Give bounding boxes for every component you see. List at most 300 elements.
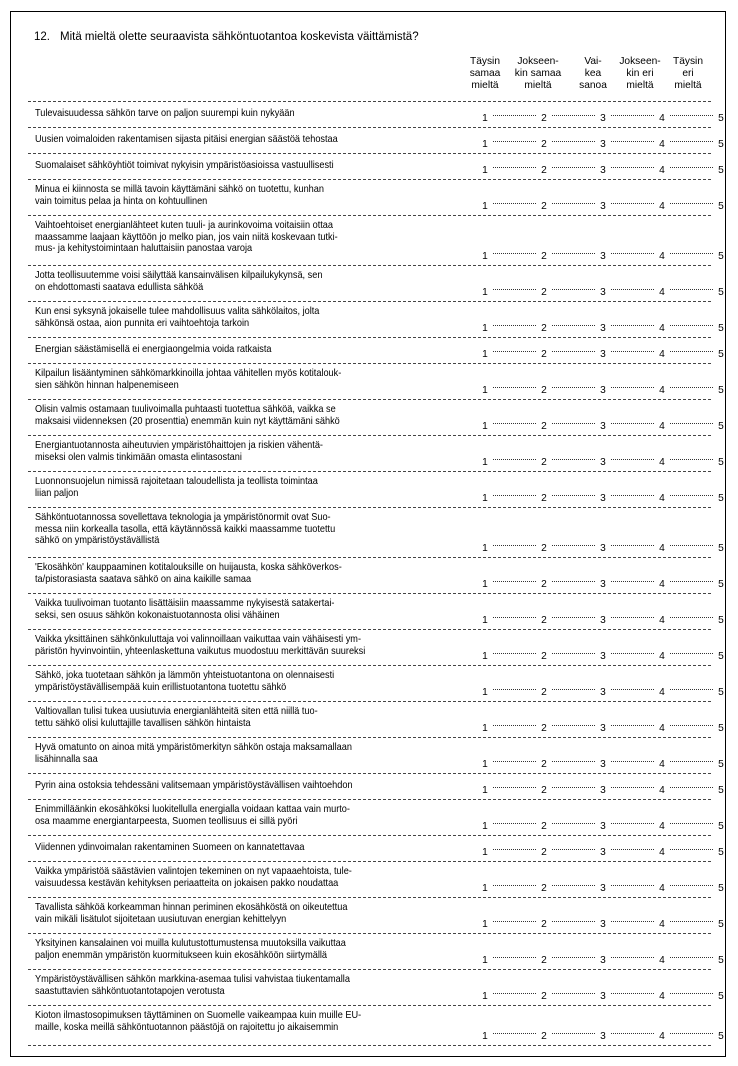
dotted-leader [611,1033,654,1034]
rating-option-4[interactable]: 4 [659,349,665,360]
dotted-leader [611,203,654,204]
rating-option-5[interactable]: 5 [718,323,724,334]
rating-option-1[interactable]: 1 [482,201,488,212]
statement-row [28,934,724,970]
dotted-leader [611,141,654,142]
dotted-leader [611,581,654,582]
dotted-leader [670,885,713,886]
dotted-leader [493,459,536,460]
rating-option-5[interactable]: 5 [718,651,724,662]
rating-scale [481,543,725,554]
rating-option-4[interactable]: 4 [659,113,665,124]
rating-option-4[interactable]: 4 [659,385,665,396]
statement-text: Kioton ilmastosopimuksen täyttäminen on Suomelle vaikeampaa kuin muille EU- maille, koska meillä sähköntuotannon päästöjä on rajoitettu jo aikaisemmin [35,1010,362,1033]
dotted-leader [611,787,654,788]
statement-row [28,558,724,594]
rating-scale [481,651,725,662]
dotted-leader [493,993,536,994]
rating-option-1[interactable]: 1 [482,457,488,468]
rating-option-2[interactable]: 2 [541,113,547,124]
rating-option-3[interactable]: 3 [600,615,606,626]
dotted-leader [552,387,595,388]
rating-option-5[interactable]: 5 [718,955,724,966]
statement-text: Suomalaiset sähköyhtiöt toimivat nykyisin ympäristöasioissa vastuullisesti [35,160,334,171]
rating-option-5[interactable]: 5 [718,1031,724,1042]
rating-option-5[interactable]: 5 [718,543,724,554]
rating-option-2[interactable]: 2 [541,615,547,626]
rating-option-5[interactable]: 5 [718,821,724,832]
rating-option-4[interactable]: 4 [659,785,665,796]
dotted-leader [552,653,595,654]
dotted-leader [611,253,654,254]
dotted-leader [670,351,713,352]
dotted-leader [552,203,595,204]
dotted-leader [670,423,713,424]
rating-option-3[interactable]: 3 [600,165,606,176]
statement-text: Yksityinen kansalainen voi muilla kulutustottumustensa muutoksilla vaikuttaa paljon enemmän ympäristön kuormitukseen kuin ekosähköön siirtymällä [35,938,346,961]
dotted-leader [611,423,654,424]
statement-text: Viidennen ydinvoimalan rakentaminen Suomeen on kannatettavaa [35,842,305,853]
rating-scale [481,139,725,150]
dotted-leader [611,993,654,994]
dotted-leader [611,115,654,116]
rating-option-2[interactable]: 2 [541,421,547,432]
rating-option-5[interactable]: 5 [718,457,724,468]
rating-option-1[interactable]: 1 [482,1031,488,1042]
rating-option-5[interactable]: 5 [718,759,724,770]
dotted-leader [493,325,536,326]
rating-option-2[interactable]: 2 [541,139,547,150]
dotted-leader [670,689,713,690]
dotted-leader [552,921,595,922]
dotted-leader [611,289,654,290]
rating-option-1[interactable]: 1 [482,955,488,966]
header-vaikea-sanoa: Vai- kea sanoa [579,56,607,91]
rating-option-4[interactable]: 4 [659,421,665,432]
rating-option-3[interactable]: 3 [600,883,606,894]
statement-row [28,594,724,630]
dotted-leader [611,167,654,168]
dotted-leader [670,253,713,254]
dotted-leader [493,787,536,788]
dotted-leader [493,495,536,496]
rating-scale [481,991,725,1002]
dotted-leader [670,957,713,958]
dotted-leader [611,617,654,618]
dotted-leader [670,653,713,654]
rating-option-1[interactable]: 1 [482,651,488,662]
rating-option-3[interactable]: 3 [600,251,606,262]
rating-option-4[interactable]: 4 [659,955,665,966]
statement-text: Ympäristöystävällisen sähkön markkina-asemaa tulisi vahvistaa tiukentamalla saastuttavien sähköntuotantotapojen verotusta [35,974,350,997]
dotted-leader [670,921,713,922]
rating-scale [481,847,725,858]
rating-option-4[interactable]: 4 [659,919,665,930]
header-taysin-samaa: Täysin samaa mieltä [469,56,501,91]
rating-scale [481,385,725,396]
statement-text: Kun ensi syksynä jokaiselle tulee mahdollisuus valita sähkölaitos, jolta sähkönsä ostaa, aion punnita eri vaihtoehtoja tarkoin [35,306,320,329]
dotted-leader [552,885,595,886]
rating-option-3[interactable]: 3 [600,785,606,796]
dotted-leader [552,325,595,326]
dotted-leader [611,823,654,824]
rating-option-5[interactable]: 5 [718,139,724,150]
rating-option-5[interactable]: 5 [718,385,724,396]
statement-text: Kilpailun lisääntyminen sähkömarkkinoilla johtaa vähitellen myös kotitalouk- sien sähkön hinnan halpenemiseen [35,368,342,391]
rating-option-2[interactable]: 2 [541,543,547,554]
rating-option-1[interactable]: 1 [482,165,488,176]
rating-option-4[interactable]: 4 [659,723,665,734]
rating-option-3[interactable]: 3 [600,687,606,698]
rating-option-2[interactable]: 2 [541,165,547,176]
statement-row [28,508,724,558]
rating-option-5[interactable]: 5 [718,847,724,858]
statement-text: Vaikka yksittäinen sähkönkuluttaja voi valinnoillaan vaikuttaa vain vähäisesti ym- päristön hyvinvointiin, yhteenlaskettuna vaikutus muodostuu merkittävän suureksi [35,634,366,657]
statement-text: Minua ei kiinnosta se millä tavoin käyttämäni sähkö on tuotettu, kunhan vain toimitus pelaa ja hinta on kohtuullinen [35,184,324,207]
rating-option-1[interactable]: 1 [482,139,488,150]
rating-option-4[interactable]: 4 [659,493,665,504]
rating-scale [481,723,725,734]
rating-option-1[interactable]: 1 [482,687,488,698]
dotted-leader [493,167,536,168]
statement-row [28,266,724,302]
rating-scale [481,421,725,432]
rating-option-4[interactable]: 4 [659,139,665,150]
rating-option-5[interactable]: 5 [718,579,724,590]
dotted-leader [493,689,536,690]
dotted-leader [493,1033,536,1034]
rating-scale [481,919,725,930]
statement-row [28,436,724,472]
rating-option-3[interactable]: 3 [600,457,606,468]
rating-scale [481,955,725,966]
dotted-leader [670,495,713,496]
statement-row [28,800,724,836]
dotted-leader [611,957,654,958]
rating-option-5[interactable]: 5 [718,165,724,176]
rating-option-4[interactable]: 4 [659,1031,665,1042]
rating-option-1[interactable]: 1 [482,251,488,262]
rating-option-5[interactable]: 5 [718,201,724,212]
statement-text: Energiantuotannosta aiheutuvien ympäristöhaittojen ja riskien vähentä- miseksi olen valmis tinkimään omasta elintasostani [35,440,323,463]
rating-option-3[interactable]: 3 [600,349,606,360]
rating-scale [481,615,725,626]
dotted-leader [552,689,595,690]
dotted-leader [611,495,654,496]
dotted-leader [552,581,595,582]
dotted-leader [493,253,536,254]
rating-option-1[interactable]: 1 [482,919,488,930]
rating-option-1[interactable]: 1 [482,991,488,1002]
rating-option-4[interactable]: 4 [659,251,665,262]
rating-option-3[interactable]: 3 [600,821,606,832]
rating-option-4[interactable]: 4 [659,457,665,468]
rating-option-2[interactable]: 2 [541,883,547,894]
rating-scale [481,349,725,360]
dotted-leader [552,617,595,618]
dotted-leader [611,725,654,726]
dotted-leader [611,545,654,546]
rating-option-1[interactable]: 1 [482,543,488,554]
rating-option-4[interactable]: 4 [659,543,665,554]
rating-option-2[interactable]: 2 [541,287,547,298]
rating-option-1[interactable]: 1 [482,287,488,298]
rating-scale [481,821,725,832]
rating-option-5[interactable]: 5 [718,785,724,796]
statement-text: Luonnonsuojelun nimissä rajoitetaan taloudellista ja teollista toimintaa liian paljon [35,476,318,499]
rating-option-4[interactable]: 4 [659,201,665,212]
rating-option-1[interactable]: 1 [482,349,488,360]
rating-option-5[interactable]: 5 [718,493,724,504]
dotted-leader [670,545,713,546]
dotted-leader [493,545,536,546]
rating-option-5[interactable]: 5 [718,991,724,1002]
dotted-leader [552,993,595,994]
dotted-leader [493,725,536,726]
rating-option-2[interactable]: 2 [541,1031,547,1042]
dotted-leader [611,849,654,850]
rating-option-3[interactable]: 3 [600,421,606,432]
rating-option-3[interactable]: 3 [600,543,606,554]
dotted-leader [493,921,536,922]
statement-table [28,101,724,1046]
dotted-leader [611,653,654,654]
dotted-leader [493,823,536,824]
statement-row [28,836,724,862]
statement-text: Pyrin aina ostoksia tehdessäni valitsemaan ympäristöystävällisen vaihtoehdon [35,780,353,791]
header-taysin-eri: Täysin eri mieltä [672,56,703,91]
statement-text: Vaikka ympäristöä säästävien valintojen tekeminen on nyt vapaaehtoista, tule- vaisuudessa kestävän kehityksen periaatteita on jokaisen pakko noudattaa [35,866,352,889]
rating-option-4[interactable]: 4 [659,821,665,832]
rating-option-1[interactable]: 1 [482,113,488,124]
rating-option-2[interactable]: 2 [541,323,547,334]
rating-option-4[interactable]: 4 [659,165,665,176]
header-jokseenkin-samaa: Jokseen- kin samaa mieltä [514,56,562,91]
dotted-leader [611,689,654,690]
dotted-leader [670,167,713,168]
dotted-leader [611,761,654,762]
statement-text: Sähkö, joka tuotetaan sähkön ja lämmön yhteistuotantona on olennaisesti ympäristöystävällisempää kuin erillistuotantona tuotettu sähkö [35,670,335,693]
statement-row [28,702,724,738]
rating-option-5[interactable]: 5 [718,251,724,262]
rating-option-4[interactable]: 4 [659,651,665,662]
statement-row [28,970,724,1006]
rating-option-4[interactable]: 4 [659,687,665,698]
dotted-leader [611,459,654,460]
rating-scale [481,785,725,796]
rating-option-1[interactable]: 1 [482,821,488,832]
dotted-leader [552,957,595,958]
rating-option-2[interactable]: 2 [541,821,547,832]
rating-option-4[interactable]: 4 [659,991,665,1002]
rating-option-1[interactable]: 1 [482,323,488,334]
rating-option-4[interactable]: 4 [659,883,665,894]
rating-option-4[interactable]: 4 [659,759,665,770]
statement-text: Vaihtoehtoiset energianlähteet kuten tuuli- ja aurinkovoima voitaisiin ottaa maassamme laajaan käyttöön jo melko pian, jos vain niitä koskevaan tutki- mus- ja kehitystoimintaan haluttaisiin panostaa varoja [35,220,338,254]
dotted-leader [493,141,536,142]
rating-option-2[interactable]: 2 [541,991,547,1002]
rating-option-4[interactable]: 4 [659,579,665,590]
dotted-leader [670,761,713,762]
dotted-leader [493,849,536,850]
rating-option-1[interactable]: 1 [482,385,488,396]
dotted-leader [670,787,713,788]
dotted-leader [493,351,536,352]
rating-option-1[interactable]: 1 [482,615,488,626]
rating-option-2[interactable]: 2 [541,651,547,662]
rating-option-2[interactable]: 2 [541,687,547,698]
rating-option-5[interactable]: 5 [718,615,724,626]
rating-option-2[interactable]: 2 [541,201,547,212]
rating-scale [481,1031,725,1042]
rating-option-1[interactable]: 1 [482,847,488,858]
rating-option-5[interactable]: 5 [718,349,724,360]
statement-row [28,102,724,128]
statement-text: Hyvä omatunto on ainoa mitä ympäristömerkityn sähkön ostaja maksamallaan lisähinnalla saa [35,742,352,765]
rating-option-1[interactable]: 1 [482,723,488,734]
dotted-leader [493,957,536,958]
statement-row [28,862,724,898]
rating-scale [481,493,725,504]
dotted-leader [552,787,595,788]
rating-option-5[interactable]: 5 [718,723,724,734]
rating-option-3[interactable]: 3 [600,759,606,770]
dotted-leader [670,617,713,618]
rating-option-3[interactable]: 3 [600,955,606,966]
statement-row [28,400,724,436]
statement-text: Vaikka tuulivoiman tuotanto lisättäisiin maassamme nykyisestä satakertai- seksi, sen osuus sähkön kokonaistuotannosta olisi vähäinen [35,598,335,621]
rating-option-5[interactable]: 5 [718,287,724,298]
rating-option-1[interactable]: 1 [482,883,488,894]
statement-text: Sähköntuotannossa sovellettava teknologia ja ympäristönormit ovat Suo- messa niin korkealla tasolla, että käytännössä kaikki maassamme tuotettu sähkö on ympäristöystävällistä [35,512,336,546]
statement-row [28,472,724,508]
rating-option-3[interactable]: 3 [600,579,606,590]
rating-option-3[interactable]: 3 [600,113,606,124]
dotted-leader [670,387,713,388]
dotted-leader [670,115,713,116]
rating-option-4[interactable]: 4 [659,287,665,298]
dotted-leader [611,351,654,352]
rating-option-1[interactable]: 1 [482,785,488,796]
dotted-leader [552,141,595,142]
rating-scale [481,287,725,298]
rating-option-2[interactable]: 2 [541,385,547,396]
rating-option-3[interactable]: 3 [600,139,606,150]
dotted-leader [670,289,713,290]
statement-text: Enimmilläänkin ekosähköksi luokitellulla energialla voidaan kattaa vain murto- osa maamme energiantarpeesta, Suomen teollisuus ei sillä pyöri [35,804,350,827]
dotted-leader [493,581,536,582]
statement-row [28,666,724,702]
question-text: Mitä mieltä olette seuraavista sähköntuotantoa koskevista väittämistä? [60,31,419,43]
rating-option-3[interactable]: 3 [600,651,606,662]
rating-option-3[interactable]: 3 [600,201,606,212]
rating-option-3[interactable]: 3 [600,723,606,734]
rating-option-2[interactable]: 2 [541,723,547,734]
header-jokseenkin-eri: Jokseen- kin eri mieltä [619,56,661,91]
rating-option-2[interactable]: 2 [541,493,547,504]
rating-option-5[interactable]: 5 [718,421,724,432]
dotted-leader [611,921,654,922]
rating-scale [481,165,725,176]
dotted-leader [670,849,713,850]
rating-option-1[interactable]: 1 [482,579,488,590]
statement-row [28,630,724,666]
statement-text: Energian säästämisellä ei energiaongelmia voida ratkaista [35,344,272,355]
rating-option-3[interactable]: 3 [600,493,606,504]
rating-option-2[interactable]: 2 [541,251,547,262]
rating-option-1[interactable]: 1 [482,421,488,432]
dotted-leader [670,1033,713,1034]
rating-option-5[interactable]: 5 [718,113,724,124]
dotted-leader [670,993,713,994]
rating-option-3[interactable]: 3 [600,287,606,298]
rating-option-2[interactable]: 2 [541,579,547,590]
dotted-leader [552,351,595,352]
dotted-leader [552,1033,595,1034]
dotted-leader [493,203,536,204]
dotted-leader [611,885,654,886]
rating-option-1[interactable]: 1 [482,759,488,770]
rating-option-1[interactable]: 1 [482,493,488,504]
question-number: 12. [34,31,50,43]
rating-option-4[interactable]: 4 [659,323,665,334]
statement-row [28,128,724,154]
rating-option-5[interactable]: 5 [718,883,724,894]
statement-row [28,1006,724,1046]
rating-option-2[interactable]: 2 [541,759,547,770]
dotted-leader [670,823,713,824]
rating-option-3[interactable]: 3 [600,385,606,396]
rating-option-2[interactable]: 2 [541,457,547,468]
statement-row [28,154,724,180]
dotted-leader [611,387,654,388]
rating-option-2[interactable]: 2 [541,919,547,930]
rating-scale [481,883,725,894]
statement-text: Valtiovallan tulisi tukea uusiutuvia energianlähteitä siten että niillä tuo- tettu sähkö olisi kuluttajille tavallisen sähkön hintaista [35,706,318,729]
dotted-leader [552,495,595,496]
statement-row [28,364,724,400]
dotted-leader [670,725,713,726]
rating-option-3[interactable]: 3 [600,323,606,334]
rating-option-2[interactable]: 2 [541,349,547,360]
rating-option-4[interactable]: 4 [659,615,665,626]
dotted-leader [552,289,595,290]
rating-scale [481,579,725,590]
statement-text: Olisin valmis ostamaan tuulivoimalla puhtaasti tuotettua sähköä, vaikka se maksaisi viidenneksen (20 prosenttia) enemmän kuin nyt käyttämäni sähkö [35,404,340,427]
statement-row [28,338,724,364]
rating-option-3[interactable]: 3 [600,847,606,858]
rating-option-3[interactable]: 3 [600,919,606,930]
rating-option-2[interactable]: 2 [541,847,547,858]
dotted-leader [552,725,595,726]
dotted-leader [670,203,713,204]
statement-text: Tavallista sähköä korkeamman hinnan periminen ekosähköstä on oikeutettua vain mikäli lisätulot sijoitetaan uusiutuvan energian kehittelyyn [35,902,348,925]
dotted-leader [493,289,536,290]
rating-option-4[interactable]: 4 [659,847,665,858]
rating-option-3[interactable]: 3 [600,1031,606,1042]
statement-text: Tulevaisuudessa sähkön tarve on paljon suurempi kuin nykyään [35,108,295,119]
question-header [34,31,419,43]
rating-scale [481,201,725,212]
dotted-leader [493,617,536,618]
rating-option-5[interactable]: 5 [718,687,724,698]
rating-option-2[interactable]: 2 [541,785,547,796]
rating-option-3[interactable]: 3 [600,991,606,1002]
rating-option-5[interactable]: 5 [718,919,724,930]
rating-option-2[interactable]: 2 [541,955,547,966]
rating-scale [481,251,725,262]
statement-row [28,180,724,216]
